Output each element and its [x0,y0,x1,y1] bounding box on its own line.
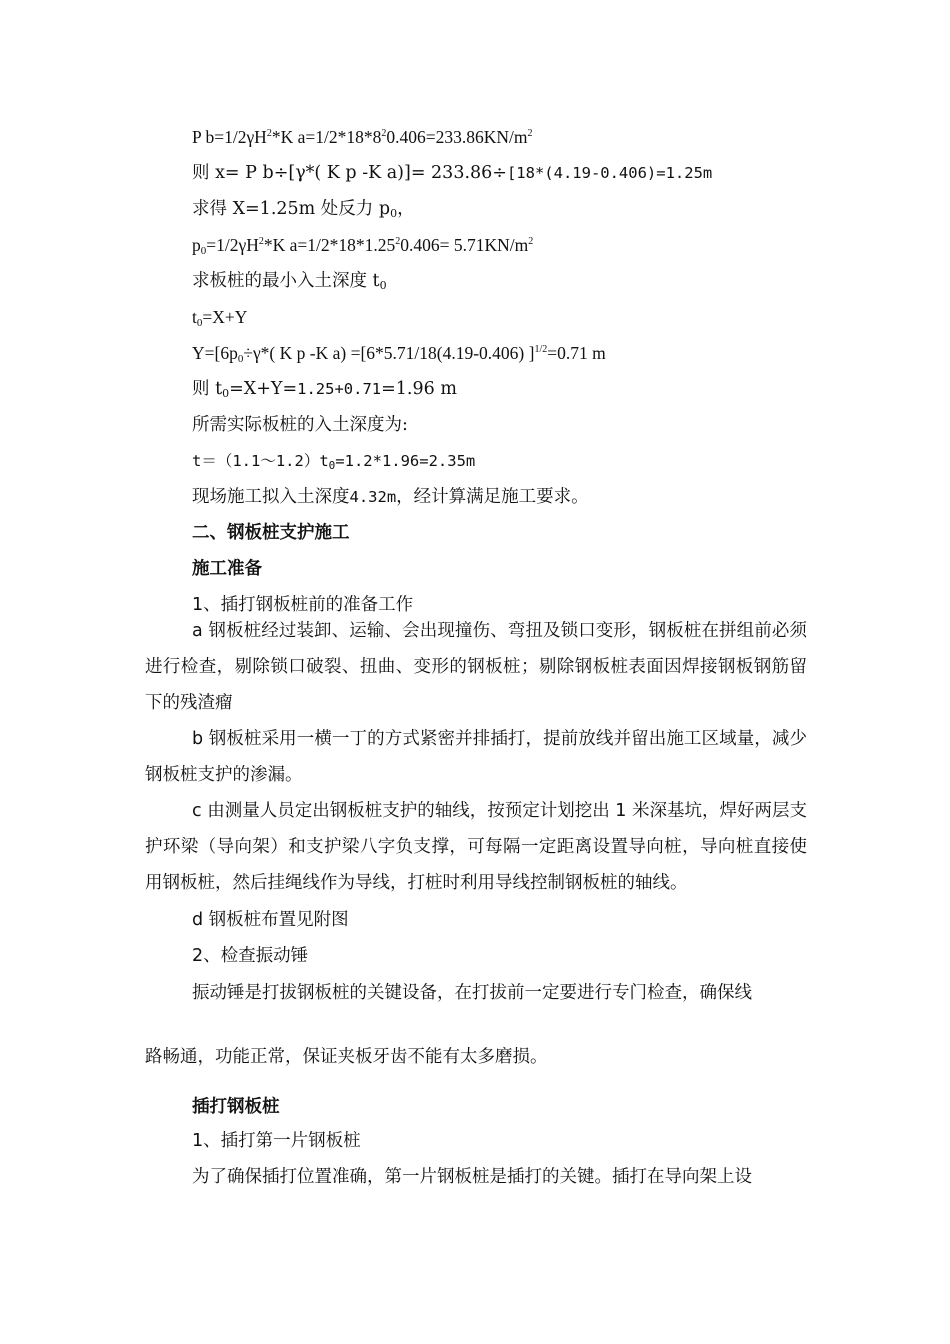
paragraph-b: b 钢板桩采用一横一丁的方式紧密并排插打，提前放线并留出施工区域量，减少钢板桩支护的渗漏。 [145,729,807,785]
vibro-hammer-paragraph-line1: 振动锤是打拔钢板桩的关键设备，在打拔前一定要进行专门检查，确保线 [192,983,752,1003]
formula-t0: $t_0=X+Y$ [192,307,248,329]
step-2-heading: 2、检查振动锤 [192,946,309,966]
formula-p0: $p_0=1/2\gamma H^2*K$ $a=1/2*18*1.25^20.406= 5.71KN/m^2$ [192,235,534,257]
paragraph-a: a 钢板桩经过装卸、运输、会出现撞伤、弯扭及锁口变形，钢板桩在拼组前必须进行检查，剔除锁口破裂、扭曲、变形的钢板桩；剔除钢板桩表面因焊接钢板钢筋留下的残渣瘤 [145,621,807,713]
paragraph-c: c 由测量人员定出钢板桩支护的轴线，按预定计划挖出 1 米深基坑，焊好两层支护环梁（导向架）和支护梁八字负支撑，可每隔一定距离设置导向桩，导向桩直接使用钢板桩，然后挂绳线作为导线，打桩时利用导线控制钢板桩的轴线。 [145,801,808,893]
paragraph-d: d 钢板桩布置见附图 [192,910,349,930]
subsection-heading-preparation: 施工准备 [192,559,262,579]
min-depth-heading: 求板桩的最小入土深度 $t_0$ [192,271,387,292]
required-depth-label: 所需实际板桩的入土深度为: [192,415,408,435]
vibro-hammer-paragraph-line2: 路畅通，功能正常，保证夹板牙齿不能有太多磨损。 [145,1047,548,1067]
formula-t0-result: 则 $t_0=X+Y=1.25+0.71=1.96$ m [192,379,457,400]
step-1-heading: 1、插打钢板桩前的准备工作 [192,595,414,615]
subsection-heading-driving: 插打钢板桩 [192,1097,280,1117]
conclusion-line: 现场施工拟入土深度4.32m，经计算满足施工要求。 [192,487,589,507]
step-3-heading: 1、插打第一片钢板桩 [192,1131,361,1151]
formula-y: $Y=[6p_0\div\gamma*$( K p -K a) =[6*5.71/18(4.19-0.406) ]$^{1/2}$=0.71 m [192,343,606,365]
formula-pb: P $b=1/2\gamma H^2*K$ $a=1/2*18*8^20.406=233.86KN/m^2$ [192,127,533,147]
reaction-force-line: 求得 X=1.25m 处反力 $p_0$， [192,199,415,220]
formula-t: $t=(1.1\sim 1.2)t_0=1.2*1.96=2.35m$ [192,452,476,472]
first-pile-paragraph: 为了确保插打位置准确，第一片钢板桩是插打的关键。插打在导向架上设 [192,1167,752,1187]
section-heading-2: 二、钢板桩支护施工 [192,523,350,543]
formula-x: 则 x= P b÷[γ*( K p -K a)]= 233.86÷[18*(4.19-0.406)=1.25m [192,163,713,183]
